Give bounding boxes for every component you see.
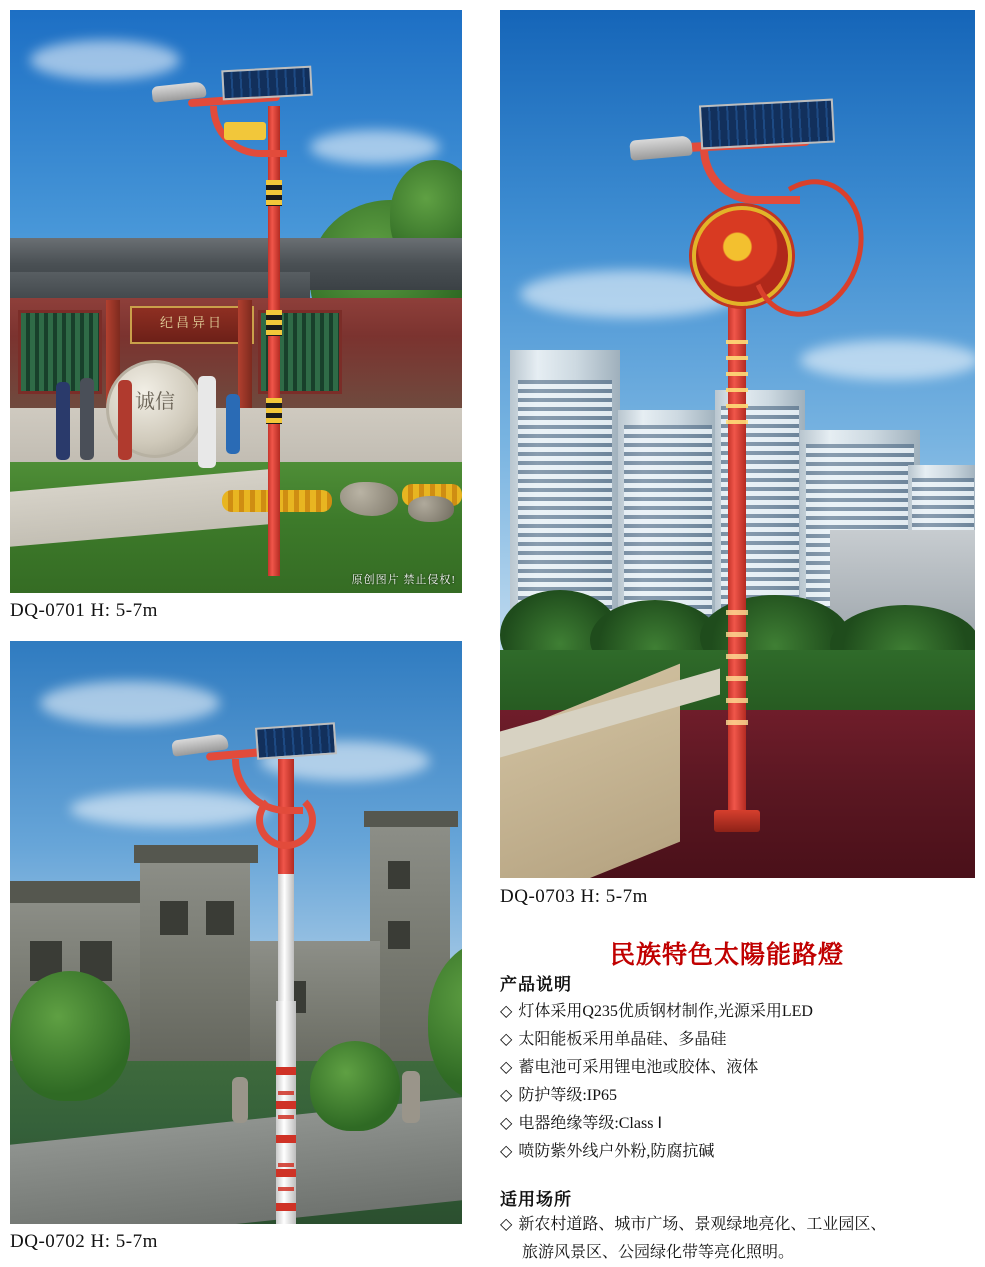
stone-monument-text: 诚信 (135, 391, 175, 413)
statue (402, 1071, 420, 1123)
building-windows (624, 425, 712, 630)
cloud (40, 681, 220, 725)
person (56, 382, 70, 460)
caption-dq-0702: DQ-0702 H: 5-7m (10, 1231, 158, 1252)
cloud (30, 40, 180, 80)
person (198, 376, 216, 468)
window (206, 901, 234, 935)
building-windows (518, 380, 612, 620)
person (226, 394, 240, 454)
list-item (500, 998, 813, 1026)
watermark-text: 原创图片 禁止侵权! (351, 574, 456, 586)
building-roof (364, 811, 458, 827)
bullet-icon: ◇ (500, 1143, 513, 1160)
usage-heading: 适用场所 (500, 1190, 572, 1209)
decor-plate (224, 122, 266, 140)
list-item-text: 灯体采用Q235优质钢材制作,光源采用LED (518, 1003, 813, 1020)
product-photo-dq-0702 (10, 641, 462, 1224)
product-title: 民族特色太陽能路燈 (610, 942, 845, 969)
temple-plaque: 纪昌异日 (130, 306, 254, 344)
list-item-text: 喷防紫外线户外粉,防腐抗碱 (518, 1143, 715, 1160)
pole-decor-pattern (726, 340, 748, 430)
list-item (500, 1054, 813, 1082)
caption-dq-0701: DQ-0701 H: 5-7m (10, 600, 158, 621)
bullet-icon: ◇ (500, 1031, 513, 1048)
list-item-text: 蓄电池可采用锂电池或胶体、液体 (518, 1059, 759, 1076)
window (388, 861, 410, 889)
building-roof (134, 845, 258, 863)
bullet-icon: ◇ (500, 1059, 513, 1076)
bullet-icon: ◇ (500, 1216, 513, 1233)
description-list (500, 998, 813, 1166)
description-heading: 产品说明 (500, 975, 572, 994)
list-item-text: 防护等级:IP65 (518, 1087, 617, 1104)
lamp-pole-white (278, 871, 294, 1006)
solar-panel (221, 66, 312, 101)
list-item-text: 太阳能板采用单晶硅、多晶硅 (518, 1031, 727, 1048)
bullet-icon: ◇ (500, 1115, 513, 1132)
pole-pattern-diamonds (278, 1071, 294, 1211)
person (118, 380, 132, 460)
rock (408, 496, 454, 522)
bullet-icon: ◇ (500, 1087, 513, 1104)
list-item (500, 1026, 813, 1054)
statue (232, 1077, 248, 1123)
solar-panel (699, 99, 835, 150)
tree (10, 971, 130, 1101)
product-photo-dq-0701 (10, 10, 462, 593)
list-item (500, 1110, 813, 1138)
pole-base (714, 810, 760, 832)
pole-decor-band (266, 180, 282, 206)
list-item (500, 1138, 813, 1166)
pole-decor-band (266, 398, 282, 424)
tree (310, 1041, 400, 1131)
list-item (500, 1082, 813, 1110)
pole-decor-band (266, 310, 282, 336)
list-item-text: 新农村道路、城市广场、景观绿地亮化、工业园区、 (518, 1216, 887, 1233)
caption-dq-0703: DQ-0703 H: 5-7m (500, 886, 648, 907)
cloud (70, 791, 270, 827)
list-item-text: 电器绝缘等级:Class Ⅰ (518, 1115, 663, 1132)
list-item (500, 1211, 886, 1239)
usage-list (500, 1211, 886, 1267)
list-item-text: 旅游风景区、公园绿化带等亮化照明。 (522, 1244, 795, 1261)
window (388, 921, 410, 949)
lamp-arm-ring (256, 791, 316, 849)
pole-decor-pattern (726, 610, 748, 730)
bullet-icon: ◇ (500, 1003, 513, 1020)
cloud (800, 340, 975, 380)
cloud (310, 130, 440, 164)
lamp-pole (268, 106, 280, 576)
window (160, 901, 188, 935)
person (80, 378, 94, 460)
product-photo-dq-0703 (500, 10, 975, 878)
stone-building (140, 856, 250, 1096)
solar-panel (255, 722, 337, 760)
